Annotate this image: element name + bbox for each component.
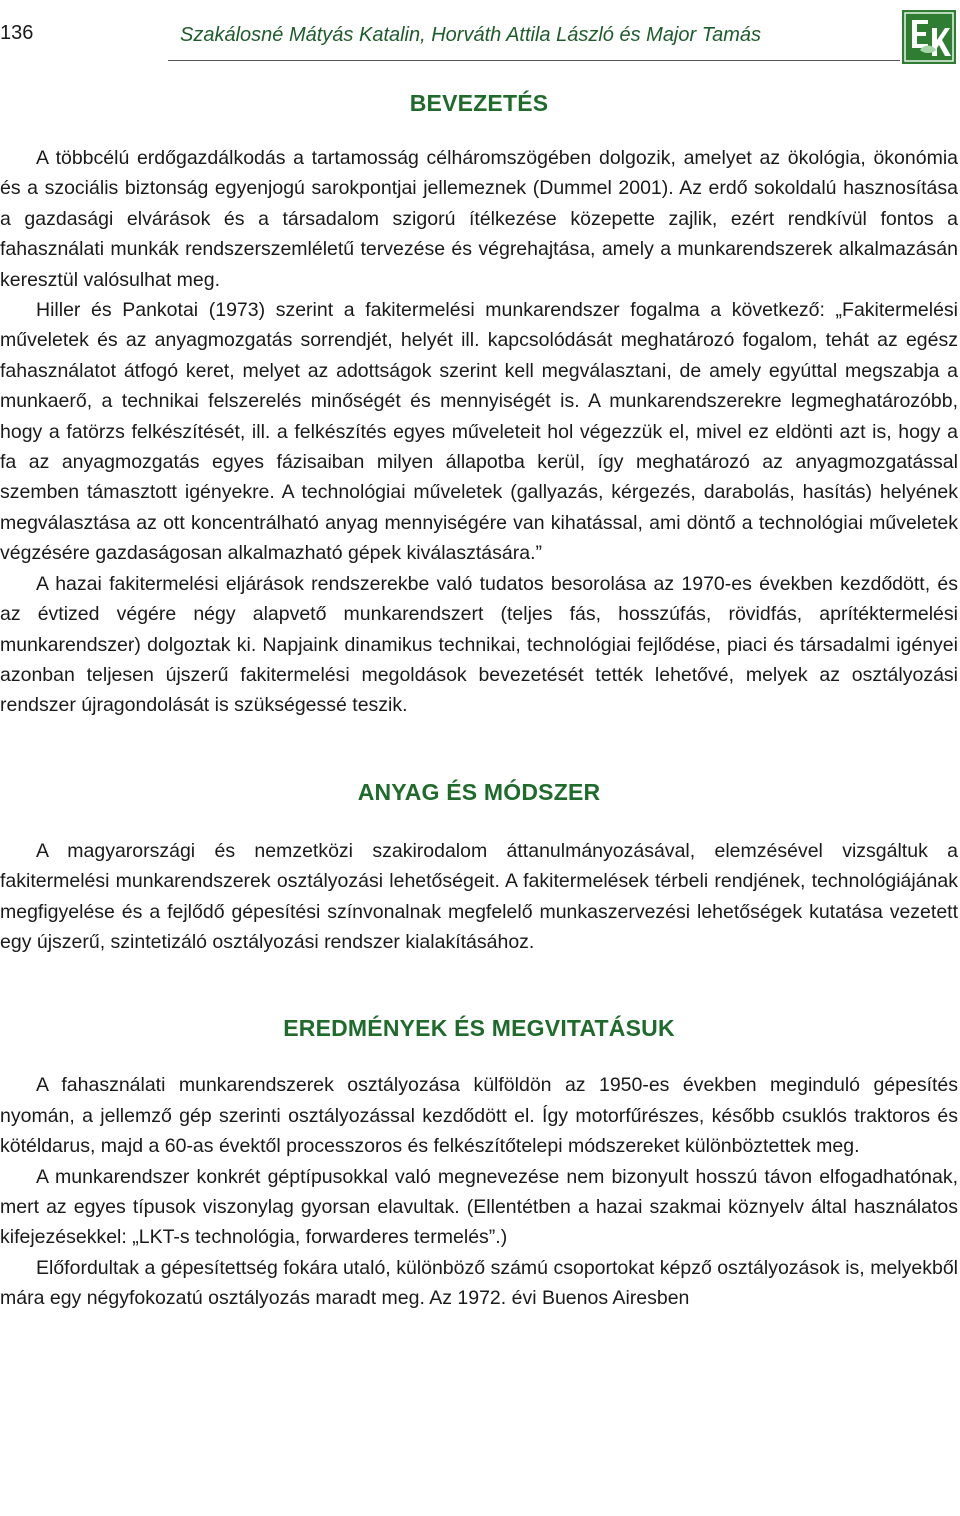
journal-logo-icon xyxy=(902,10,956,64)
article-body xyxy=(0,88,958,1314)
section-title-anyag-es-modszer: ANYAG ÉS MÓDSZER xyxy=(357,778,601,805)
section-title-bevezetes: BEVEZETÉS xyxy=(409,90,549,116)
page-number: 136 xyxy=(0,22,34,44)
page-header xyxy=(0,10,960,70)
paragraph: A többcélú erdőgazdálkodás a tartamosság célháromszögében dolgozik, amelyet az ökológia, ökonómia és a szociális biztonság egyenjogú sarokpontjai jellemeznek (Dummel 2001). Az erdő sokoldalú hasznosítása a gazdasági elvárások és a társadalom szigorú ítélkezése közepette zajlik, ezért rendkívül fontos a fahasználati munkák rendszerszemléletű tervezése és végrehajtása, amely a munkarendszerek alkalmazásán keresztül valósulhat meg. xyxy=(0,147,958,291)
header-rule xyxy=(168,60,900,61)
section-body-anyag-es-modszer xyxy=(0,836,958,958)
section-body-bevezetes xyxy=(0,143,958,721)
section-title-eredmenyek: EREDMÉNYEK ÉS MEGVITATÁSUK xyxy=(283,1015,675,1042)
running-head-authors: Szakálosné Mátyás Katalin, Horváth Attila László és Major Tamás xyxy=(180,24,762,46)
section-body-eredmenyek xyxy=(0,1070,958,1313)
paragraph: Előfordultak a gépesítettség fokára utaló, különböző számú csoportokat képző osztályozások is, melyekből mára egy négyfokozatú osztályozás maradt meg. Az 1972. évi Buenos Airesben xyxy=(0,1256,958,1310)
paragraph: A magyarországi és nemzetközi szakirodalom áttanulmányozásával, elemzésével vizsgáltuk a fakitermelési munkarendszerek osztályozási lehetőségeit. A fakitermelések térbeli rendjének, technológiájának megfigyelése és a fejlődő gépesítési színvonalnak megfelelő munkaszervezési lehetőségek kutatása vezetett egy újszerű, szintetizáló osztályozási rendszer kialakításához. xyxy=(0,839,958,953)
paragraph: A hazai fakitermelési eljárások rendszerekbe való tudatos besorolása az 1970-es években kezdődött, és az évtized végére négy alapvető munkarendszert (teljes fás, hosszúfás, rövidfás, aprítéktermelési munkarendszer) dolgoztak ki. Napjaink dinamikus technikai, technológiai fejlődése, piaci és társadalmi igényei azonban teljesen újszerű fakitermelési megoldások bevezetését tették lehetővé, melyek az osztályozási rendszer újragondolását is szükségessé teszik. xyxy=(0,572,958,717)
paragraph: A munkarendszer konkrét géptípusokkal való megnevezése nem bizonyult hosszú távon elfogadhatónak, mert az egyes típusok viszonylag gyorsan elavultak. (Ellentétben a hazai szakmai köznyelv által használatos kifejezésekkel: „LKT-s technológia, forwarderes termelés”.) xyxy=(0,1165,958,1249)
paragraph: Hiller és Pankotai (1973) szerint a fakitermelési munkarendszer fogalma a következő: „Fakitermelési műveletek és az anyagmozgatás sorrendjét, helyét ill. kapcsolódását meghatározó fogalom, tehát az egész fahasználatot átfogó keret, melyet az adottságok szerint kell megválasztani, de amely egyúttal megszabja a munkaerő, a technikai felszerelés minőségét és mennyiségét is. A munkarendszerekre legmeghatározóbb, hogy a fatörzs felkészítését, ill. a felkészítés egyes műveleteit hol végezzük el, mivel ez eldönti azt is, hogy a fa az anyagmozgatás egyes fázisaiban milyen állapotba kerül, így meghatározó az anyagmozgatással szemben támasztott igényekre. A technológiai műveletek (gallyazás, kérgezés, darabolás, hasítás) helyének megválasztása az ott koncentrálható anyag mennyiségére van kihatással, ami döntő a technológiai műveletek végzésére gazdaságosan alkalmazható gépek kiválasztására.” xyxy=(0,299,958,565)
paragraph: A fahasználati munkarendszerek osztályozása külföldön az 1950-es években meginduló gépesítés nyomán, a jellemző gép szerinti osztályozással kezdődött el. Így motorfűrészes, később csuklós traktoros és kötéldarus, majd a 60-as évektől processzoros és felkészítőtelepi módszereket különböztettek meg. xyxy=(0,1074,958,1158)
